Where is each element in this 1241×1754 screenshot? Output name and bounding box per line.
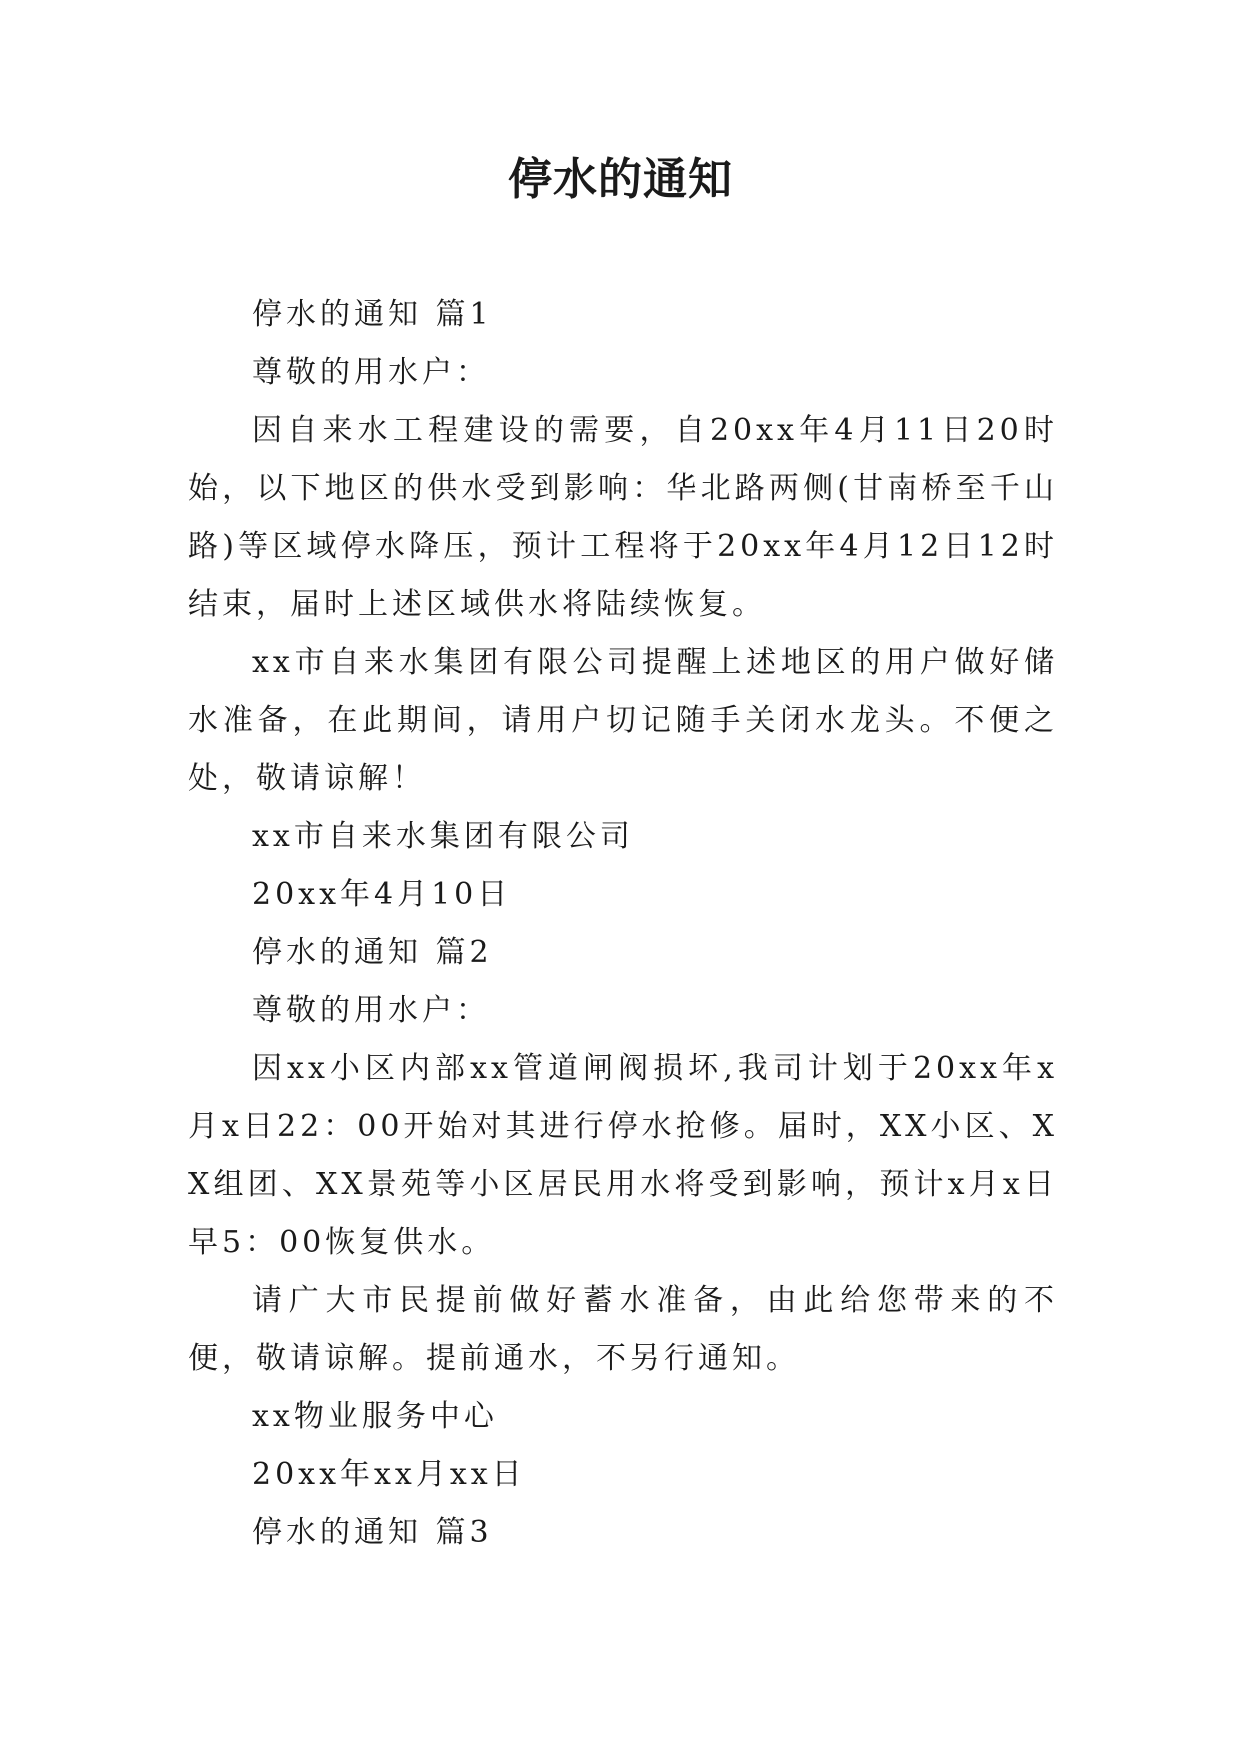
section-heading-2: 停水的通知 篇2 <box>252 935 493 970</box>
notice-paragraph: xx市自来水集团有限公司提醒上述地区的用户做好储水准备，在此期间，请用户切记随手关闭水龙头。不便之处，敬请谅解！ <box>188 645 1058 796</box>
signature-date: 20xx年xx月xx日 <box>252 1457 526 1492</box>
notice-paragraph: 因xx小区内部xx管道闸阀损坏,我司计划于20xx年x月x日22：00开始对其进行停水抢修。届时，XX小区、XX组团、XX景苑等小区居民用水将受到影响，预计x月x日早5：00恢复供水。 <box>188 1051 1058 1260</box>
signature-date: 20xx年4月10日 <box>252 877 512 912</box>
notice-paragraph: 因自来水工程建设的需要，自20xx年4月11日20时始，以下地区的供水受到影响：华北路两侧(甘南桥至千山路)等区域停水降压，预计工程将于20xx年4月12日12时结束，届时上述区域供水将陆续恢复。 <box>188 413 1058 622</box>
notice-paragraph: 请广大市民提前做好蓄水准备，由此给您带来的不便，敬请谅解。提前通水，不另行通知。 <box>188 1283 1058 1376</box>
document-title: 停水的通知 <box>508 154 733 205</box>
signature-organization: xx市自来水集团有限公司 <box>252 819 634 854</box>
section-heading-1: 停水的通知 篇1 <box>252 297 493 332</box>
signature-organization: xx物业服务中心 <box>252 1399 498 1434</box>
salutation: 尊敬的用水户： <box>252 993 490 1028</box>
section-heading-3: 停水的通知 篇3 <box>252 1515 493 1550</box>
document-body <box>188 286 1058 1562</box>
salutation: 尊敬的用水户： <box>252 355 490 390</box>
